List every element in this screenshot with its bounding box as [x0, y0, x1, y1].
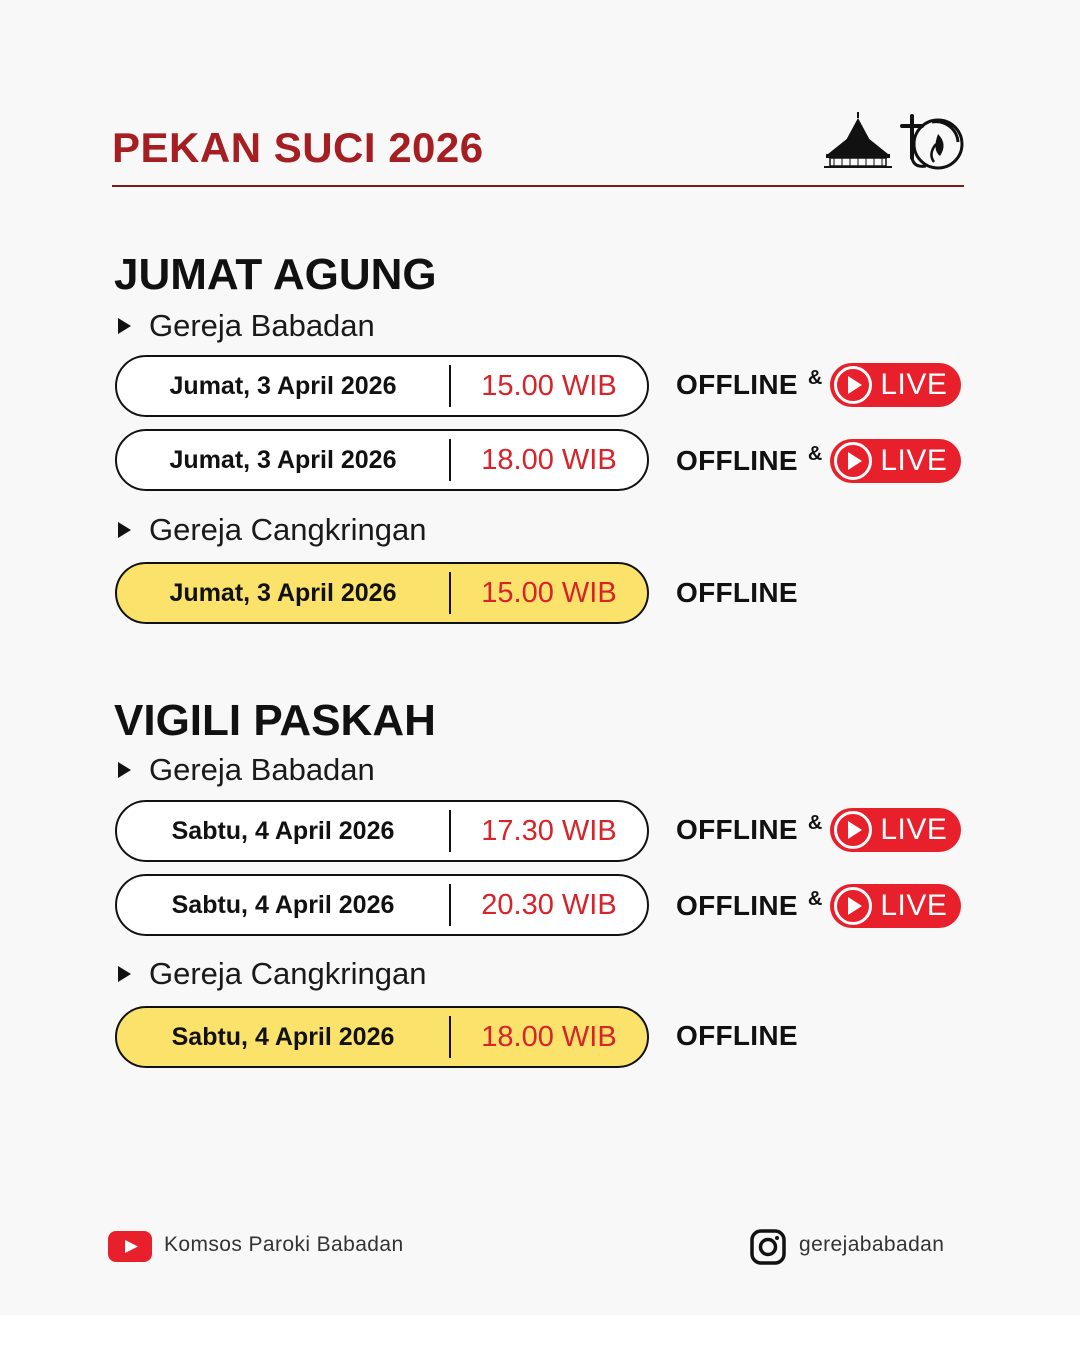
schedule-mode	[676, 369, 961, 407]
offline-label: OFFLINE	[676, 577, 798, 608]
church-name: Gereja Babadan	[149, 752, 375, 787]
live-label: LIVE	[880, 368, 948, 401]
play-icon	[834, 811, 872, 849]
cross-flame-emblem-icon	[898, 112, 966, 172]
offline-label: OFFLINE	[676, 369, 798, 400]
church-building-icon	[822, 110, 894, 170]
church-label-cangkringan	[118, 956, 426, 992]
triangle-bullet-icon	[118, 966, 131, 982]
live-badge	[830, 439, 961, 483]
church-label-babadan	[118, 308, 375, 344]
schedule-time: 15.00 WIB	[481, 369, 617, 402]
offline-label: OFFLINE	[676, 890, 798, 921]
ampersand: &	[807, 812, 823, 834]
schedule-mode	[676, 890, 961, 928]
youtube-channel-label: Komsos Paroki Babadan	[164, 1233, 404, 1256]
live-label: LIVE	[880, 889, 948, 922]
triangle-bullet-icon	[118, 318, 131, 334]
offline-label: OFFLINE	[676, 445, 798, 476]
schedule-pill	[115, 429, 649, 491]
live-label: LIVE	[880, 444, 948, 477]
triangle-bullet-icon	[118, 762, 131, 778]
live-badge	[830, 884, 961, 928]
schedule-mode	[676, 1020, 798, 1052]
schedule-date: Jumat, 3 April 2026	[169, 445, 397, 474]
offline-label: OFFLINE	[676, 1020, 798, 1051]
schedule-time: 18.00 WIB	[481, 443, 617, 476]
section-title-vigili-paskah: VIGILI PASKAH	[114, 696, 436, 745]
schedule-time: 18.00 WIB	[481, 1020, 617, 1053]
schedule-time: 17.30 WIB	[481, 814, 617, 847]
page-title: PEKAN SUCI 2026	[112, 124, 484, 171]
triangle-bullet-icon	[118, 522, 131, 538]
church-label-babadan	[118, 752, 375, 788]
church-name: Gereja Babadan	[149, 308, 375, 343]
church-name: Gereja Cangkringan	[149, 956, 427, 991]
ampersand: &	[807, 888, 823, 910]
schedule-time: 15.00 WIB	[481, 576, 617, 609]
live-badge	[830, 363, 961, 407]
schedule-date: Sabtu, 4 April 2026	[171, 1022, 395, 1051]
church-label-cangkringan	[118, 512, 426, 548]
offline-label: OFFLINE	[676, 814, 798, 845]
section-title-jumat-agung: JUMAT AGUNG	[114, 250, 437, 299]
ampersand: &	[807, 443, 823, 465]
live-badge	[830, 808, 961, 852]
schedule-date: Jumat, 3 April 2026	[169, 371, 397, 400]
instagram-icon	[750, 1229, 786, 1265]
schedule-mode	[676, 814, 961, 852]
schedule-pill	[115, 800, 649, 862]
schedule-pill	[115, 1006, 649, 1068]
youtube-icon	[108, 1231, 152, 1262]
schedule-date: Jumat, 3 April 2026	[169, 578, 397, 607]
schedule-pill	[115, 874, 649, 936]
schedule-time: 20.30 WIB	[481, 888, 617, 921]
instagram-handle-label: gerejababadan	[799, 1233, 945, 1256]
play-icon	[834, 366, 872, 404]
schedule-mode	[676, 577, 798, 609]
header-divider	[112, 185, 964, 187]
play-icon	[834, 442, 872, 480]
schedule-date: Sabtu, 4 April 2026	[171, 816, 395, 845]
schedule-pill	[115, 562, 649, 624]
schedule-pill	[115, 355, 649, 417]
schedule-date: Sabtu, 4 April 2026	[171, 890, 395, 919]
ampersand: &	[807, 367, 823, 389]
schedule-mode	[676, 445, 961, 483]
live-label: LIVE	[880, 813, 948, 846]
play-icon	[834, 887, 872, 925]
church-name: Gereja Cangkringan	[149, 512, 427, 547]
